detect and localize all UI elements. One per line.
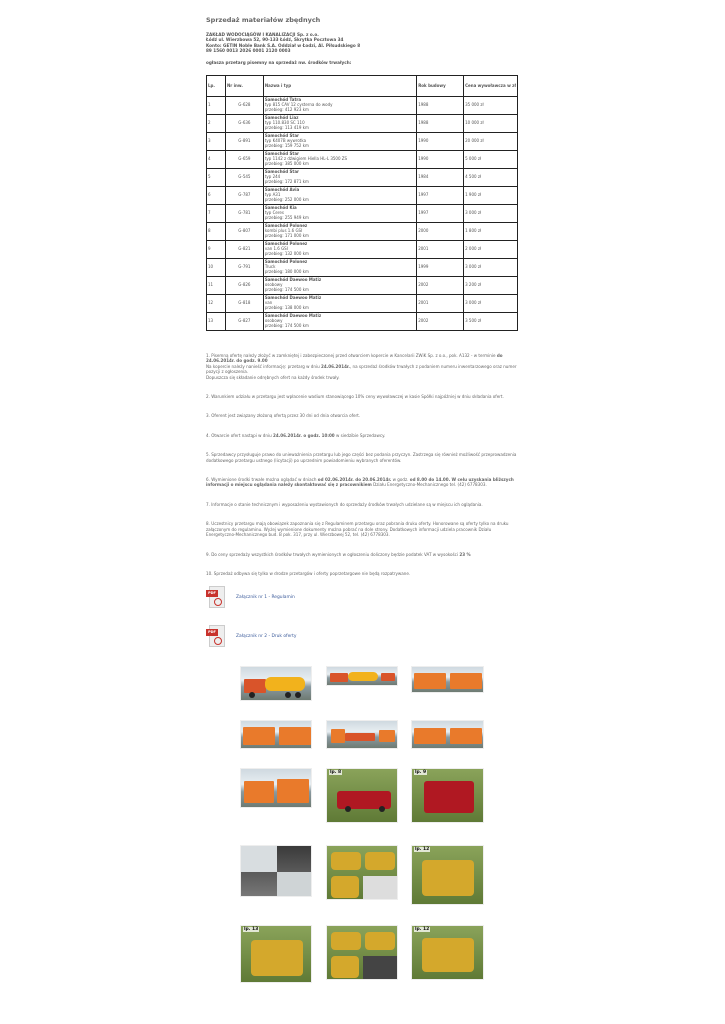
cell-lp: 3 [207, 133, 226, 151]
cell-name [263, 223, 416, 241]
vehicle-name: Samochód Polonez [264, 241, 308, 247]
vehicle-type: van 1.6 GSI [264, 246, 288, 252]
attachment-1-link[interactable]: Załącznik nr 1 - Regulamin [236, 594, 295, 600]
vehicle-mileage: przebieg: 385 000 km [264, 160, 309, 166]
vehicle-mileage: przebieg: 159 752 km [264, 142, 309, 148]
photo-liaz[interactable] [411, 666, 484, 693]
photo-lp12-b[interactable] [411, 925, 484, 980]
cell-inw: G-781 [225, 205, 263, 223]
cell-year: 1988 [417, 115, 464, 133]
table-row [207, 277, 518, 295]
note-2: 2. Warunkiem udziału w przetargu jest wpłacenie wadium stanowiącego 10% ceny wywoławczej w kasie Spółki najpóźniej w dniu składania ofert. [206, 394, 504, 400]
table-row [207, 97, 518, 115]
vehicle-name: Samochód Polonez [264, 223, 308, 229]
note-1-text: 1. Pisemną ofertę należy złożyć w zamkniętej i zabezpieczonej przed otwarciem kopercie w Kancelarii ZWiK Sp. z o.o., pok. A132 - w terminie [206, 353, 496, 358]
vehicle-name: Samochód Star [264, 151, 300, 157]
photo-lp12[interactable] [411, 845, 484, 905]
vehicle-name: Samochód Polonez [264, 259, 308, 265]
company-bank: Konto: GETIN Noble Bank S.A. Oddział w Łodzi, Al. Piłsudskiego 8 [206, 42, 361, 48]
vehicle-type: typ A31 [264, 192, 281, 198]
vehicle-mileage: przebieg: 132 000 km [264, 250, 309, 256]
cell-name [263, 295, 416, 313]
cell-inw: G-807 [225, 223, 263, 241]
photo-polonez-interior[interactable] [240, 845, 312, 897]
vehicle-name: Samochód Daewoo Matiz [264, 313, 322, 319]
vehicle-mileage: przebieg: 412 923 km [264, 106, 309, 112]
header-lp: Lp. [207, 76, 226, 97]
vehicle-name: Samochód Kia [264, 205, 297, 211]
photo-matiz-collage[interactable] [326, 845, 398, 900]
cell-year: 1984 [417, 169, 464, 187]
photo-lp13[interactable] [240, 925, 312, 983]
header-year: Rok budowy [417, 76, 464, 97]
note-9 [206, 552, 518, 557]
vehicle-type: van [264, 300, 273, 306]
cell-price: 3 000 zł [464, 205, 518, 223]
cell-price: 3 000 zł [464, 259, 518, 277]
attachment-1[interactable] [206, 586, 295, 608]
vehicle-mileage: przebieg: 174 500 km [264, 322, 309, 328]
note-8: 8. Uczestnicy przetargu mają obowiązek zapoznania się z Regulaminem przetargu oraz pobrania druku oferty. Honorowane są oferty tylko na druku załączonym do regulaminu. Wyżej wymienione dokumenty można pobrać na dole strony. Dodatkowych informacji udziela pracownik Działu Energetyczno-Mechanicznego bud. B pok. 317, przy ul. Wierzbowej 52, tel. (42) 6778303. [206, 521, 509, 538]
announcement: ogłasza przetarg pisemny na sprzedaż nw. środków trwałych: [206, 60, 352, 65]
table-row [207, 223, 518, 241]
cell-year: 1999 [417, 259, 464, 277]
note-1-date: 24.06.2014r. [321, 363, 350, 369]
page-title: Sprzedaż materiałów zbędnych [206, 16, 321, 24]
header-inw: Nr inw. [225, 76, 263, 97]
cell-name [263, 97, 416, 115]
table-row [207, 241, 518, 259]
cell-price: 3 500 zł [464, 313, 518, 331]
pdf-icon[interactable] [206, 625, 226, 647]
photo-matiz-collage-2[interactable] [326, 925, 398, 980]
header-name: Nazwa i typ [263, 76, 416, 97]
cell-name [263, 151, 416, 169]
cell-price: 3 200 zł [464, 277, 518, 295]
vehicle-type: typ Ceres [264, 210, 284, 216]
table-row [207, 205, 518, 223]
cell-price: 10 000 zł [464, 115, 518, 133]
cell-price: 4 500 zł [464, 169, 518, 187]
vehicle-name: Samochód Avia [264, 187, 300, 193]
note-9-vat: 23 % [459, 551, 471, 557]
vehicle-mileage: przebieg: 255 949 km [264, 214, 309, 220]
note-6-contact: Działu Energetyczno-Mechanicznego tel. (42) 6778303. [373, 482, 487, 488]
photo-avia-kia[interactable] [240, 768, 312, 808]
table-row [207, 169, 518, 187]
cell-year: 2001 [417, 241, 464, 259]
note-1-envelope-rest: na sprzedaż środków trwałych z podaniem numeru inwentarzowego oraz numer pozycji z ogłoszenia. [206, 363, 517, 375]
photo-lp8[interactable] [326, 768, 398, 823]
note-7: 7. Informacje o stanie technicznym i wyposażeniu wystawionych do sprzedaży środków trwałych udzielane są w miejscu ich oglądania. [206, 501, 483, 507]
cell-lp: 5 [207, 169, 226, 187]
note-10: 10. Sprzedaż odbywa się tylko w drodze przetargów i oferty poprzetargowe nie będą rozpatrywane. [206, 570, 411, 576]
table-row [207, 313, 518, 331]
note-1-separate: Dopuszcza się składanie odrębnych ofert na każdy środek trwały. [206, 374, 340, 380]
cell-inw: G-545 [225, 169, 263, 187]
note-1: 1. Pisemną ofertę należy złożyć w zamkniętej i zabezpieczonej przed otwarciem kopercie w Kancelarii ZWiK Sp. z o.o., pok. A132 - w terminie do 24.06.2014r. do godz. 9.00 Na kopercie należy nanieść informację: przetarg w dniu 24.06.2014r., na sprzedaż środków trwałych z podaniem numeru inwentarzowego oraz numer pozycji z ogłoszenia. Dopuszcza się składanie odrębnych ofert na każdy środek trwały. [206, 353, 517, 380]
vehicle-type: typ 110.830 SC 110 [264, 120, 305, 126]
cell-inw: G-787 [225, 187, 263, 205]
pdf-badge: PDF [206, 629, 218, 636]
photo-star-1[interactable] [240, 720, 312, 749]
assets-table [206, 75, 518, 331]
note-4-text: 4. Otwarcie ofert nastąpi w dniu [206, 432, 272, 438]
note-6-hours: od 8.00 do 14.00. W celu uzyskania bliższych informacji o miejscu oglądania należy skontaktować się z pracownikiem [206, 477, 514, 488]
photo-tatra-side[interactable] [326, 666, 398, 686]
cell-price: 20 000 zł [464, 133, 518, 151]
photo-label: lp. 12 [415, 847, 430, 852]
table-row [207, 187, 518, 205]
cell-inw: G-636 [225, 115, 263, 133]
cell-year: 2002 [417, 313, 464, 331]
note-6-text: 6. Wymienione środki trwałe można oglądać w dniach [206, 477, 317, 483]
cell-name [263, 133, 416, 151]
vehicle-mileage: przebieg: 113 419 km [264, 124, 309, 130]
cell-lp: 2 [207, 115, 226, 133]
vehicle-type: osobowy [264, 318, 283, 324]
photo-label: lp. 9 [415, 770, 427, 775]
vehicle-type: osobowy [264, 282, 283, 288]
pdf-icon[interactable] [206, 586, 226, 608]
photo-star-2[interactable] [326, 720, 398, 749]
cell-lp: 8 [207, 223, 226, 241]
cell-name [263, 241, 416, 259]
cell-inw: G-659 [225, 151, 263, 169]
vehicle-name: Samochód Star [264, 169, 300, 175]
vehicle-name: Samochód Liaz [264, 115, 299, 121]
company-info [206, 32, 360, 54]
table-row [207, 259, 518, 277]
vehicle-type: kombi plus 1.6 GSI [264, 228, 303, 234]
cell-inw: G-818 [225, 295, 263, 313]
note-3: 3. Oferent jest związany złożoną ofertą przez 30 dni od dnia otwarcia ofert. [206, 413, 361, 419]
cell-year: 1997 [417, 187, 464, 205]
table-header-row [207, 76, 518, 97]
note-1-envelope: Na kopercie należy nanieść informację: przetarg w dniu [206, 363, 320, 369]
vehicle-mileage: przebieg: 174 500 km [264, 286, 309, 292]
cell-name [263, 205, 416, 223]
header-price: Cena wywoławcza w zł [464, 76, 518, 97]
photo-tatra[interactable] [240, 666, 312, 701]
table-row [207, 133, 518, 151]
company-address: Łódź ul. Wierzbowa 52, 90-133 Łódź, Skrytka Pocztowa 34 [206, 37, 344, 43]
pdf-badge: PDF [206, 590, 218, 597]
cell-year: 1990 [417, 133, 464, 151]
company-name: ZAKŁAD WODOCIĄGÓW I KANALIZACJI Sp. z o.o. [206, 32, 319, 37]
cell-name [263, 115, 416, 133]
note-4-date: 24.06.2014r. o godz. 10:00 [273, 432, 335, 438]
vehicle-name: Samochód Tatra [264, 97, 302, 103]
cell-lp: 12 [207, 295, 226, 313]
note-6-dates: od 02.06.2014r. do 20.06.2014r. [317, 477, 392, 483]
notes [206, 353, 518, 587]
photo-label: lp. 12 [415, 927, 430, 932]
note-5: 5. Sprzedawcy przysługuje prawo do unieważnienia przetargu lub jego części bez podania przyczyn. Zastrzega się również możliwość przeprowadzenia dodatkowego przetargu ustnego (licytacji) po uprzednim powiadomieniu wybranych oferentów. [206, 452, 517, 463]
cell-year: 1997 [417, 205, 464, 223]
attachment-2[interactable] [206, 625, 296, 647]
table-row [207, 151, 518, 169]
vehicle-type: typ 815 CAV 12 cysterna do wody [264, 102, 333, 108]
cell-inw: G-827 [225, 313, 263, 331]
cell-price: 1 800 zł [464, 223, 518, 241]
note-1-deadline: do 24.06.2014r. do godz. 9.00 [206, 353, 503, 364]
note-6 [206, 477, 518, 488]
attachment-2-link[interactable]: Załącznik nr 2 - Druk oferty [236, 633, 297, 639]
cell-price: 35 000 zł [464, 97, 518, 115]
company-account: 89 1560 0013 2026 0001 2120 0003 [206, 48, 291, 54]
cell-inw: G-821 [225, 241, 263, 259]
cell-inw: G-891 [225, 133, 263, 151]
cell-name [263, 277, 416, 295]
cell-price: 2 000 zł [464, 241, 518, 259]
vehicle-mileage: przebieg: 252 000 km [264, 196, 309, 202]
cell-price: 3 000 zł [464, 295, 518, 313]
cell-name [263, 313, 416, 331]
cell-lp: 4 [207, 151, 226, 169]
cell-lp: 11 [207, 277, 226, 295]
photo-star-3[interactable] [411, 720, 484, 749]
vehicle-type: typ K407B wywrotka [264, 138, 307, 144]
vehicle-type: Truck [264, 264, 276, 270]
vehicle-mileage: przebieg: 180 000 km [264, 268, 309, 274]
cell-year: 2002 [417, 277, 464, 295]
vehicle-mileage: przebieg: 172 871 km [264, 178, 309, 184]
cell-name [263, 187, 416, 205]
table-row [207, 115, 518, 133]
cell-lp: 1 [207, 97, 226, 115]
cell-year: 1988 [417, 97, 464, 115]
cell-lp: 13 [207, 313, 226, 331]
cell-lp: 7 [207, 205, 226, 223]
cell-year: 2001 [417, 295, 464, 313]
vehicle-type: typ 244 [264, 174, 281, 180]
vehicle-name: Samochód Daewoo Matiz [264, 295, 322, 301]
vehicle-name: Samochód Daewoo Matiz [264, 277, 322, 283]
photo-lp9[interactable] [411, 768, 484, 823]
cell-inw: G-826 [225, 277, 263, 295]
note-4-place: w siedzibie Sprzedawcy. [335, 432, 386, 438]
cell-lp: 10 [207, 259, 226, 277]
cell-year: 1990 [417, 151, 464, 169]
photo-label: lp. 8 [330, 770, 342, 775]
vehicle-name: Samochód Star [264, 133, 300, 139]
cell-name [263, 259, 416, 277]
note-9-text: 9. Do ceny sprzedaży wszystkich środków trwałych wymienionych w ogłoszeniu doliczony będzie podatek VAT w wysokości [206, 551, 459, 557]
note-6-hours-label: w godz. [392, 477, 409, 483]
table-row [207, 295, 518, 313]
vehicle-type: typ 1142 z dźwigiem Hiella HL-L 3500 ZS [264, 156, 348, 162]
vehicle-mileage: przebieg: 138 000 km [264, 304, 309, 310]
cell-lp: 9 [207, 241, 226, 259]
cell-lp: 6 [207, 187, 226, 205]
vehicle-mileage: przebieg: 171 000 km [264, 232, 309, 238]
cell-price: 1 900 zł [464, 187, 518, 205]
cell-inw: G-628 [225, 97, 263, 115]
note-4 [206, 433, 518, 438]
cell-year: 2000 [417, 223, 464, 241]
cell-price: 5 000 zł [464, 151, 518, 169]
photo-label: lp. 13 [244, 927, 259, 932]
cell-name [263, 169, 416, 187]
cell-inw: G-791 [225, 259, 263, 277]
